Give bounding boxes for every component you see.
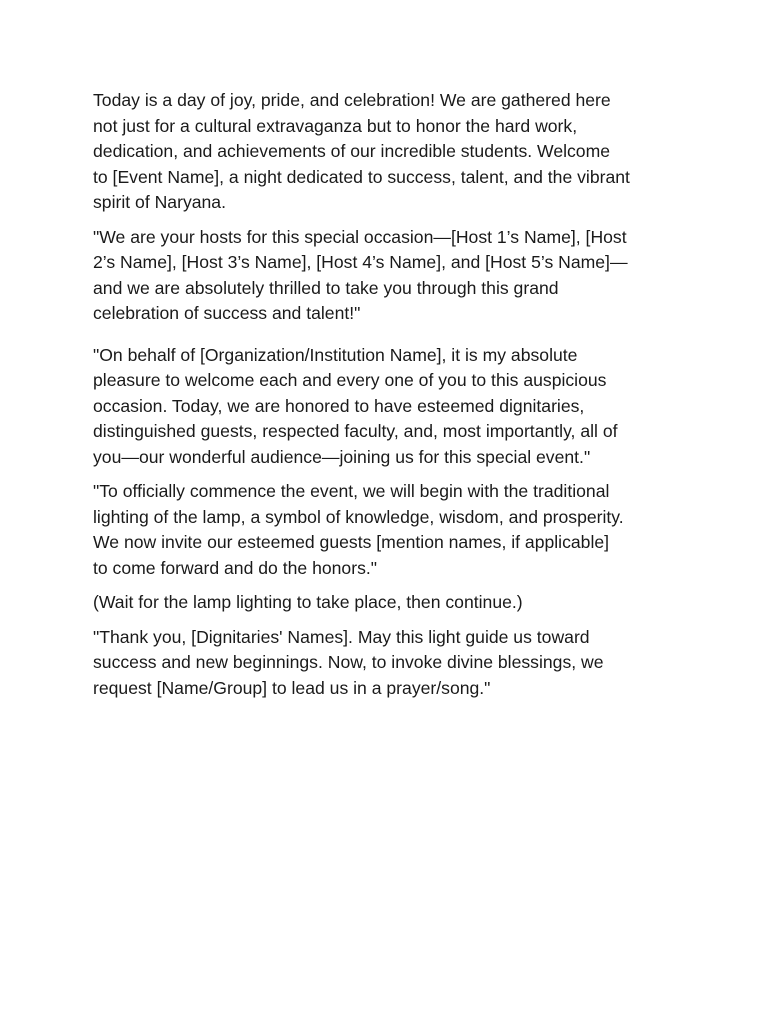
text-line: success and new beginnings. Now, to invoke divine blessings, we bbox=[93, 652, 604, 672]
text-line: lighting of the lamp, a symbol of knowledge, wisdom, and prosperity. bbox=[93, 506, 624, 527]
text-line: Today is a day of joy, pride, and celebration! We are gathered here bbox=[93, 90, 611, 110]
text-line: "On behalf of [Organization/Institution Name], it is my absolute bbox=[93, 344, 578, 365]
text-line: and we are absolutely thrilled to take you through this grand bbox=[93, 277, 559, 298]
paragraph-hosts bbox=[93, 225, 678, 327]
paragraph-organization-welcome bbox=[93, 343, 678, 471]
text-line: "We are your hosts for this special occasion—[Host 1’s Name], [Host bbox=[93, 226, 627, 247]
text-line: to come forward and do the honors." bbox=[93, 557, 377, 578]
paragraph-prayer bbox=[93, 625, 678, 702]
paragraph-welcome bbox=[93, 88, 678, 216]
text-line: "Thank you, [Dignitaries' Names]. May this light guide us toward bbox=[93, 626, 590, 647]
document-body bbox=[93, 88, 678, 710]
paragraph-stage-direction bbox=[93, 590, 678, 616]
text-line: We now invite our esteemed guests [mention names, if applicable] bbox=[93, 532, 610, 552]
text-line: to [Event Name], a night dedicated to success, talent, and the vibrant bbox=[93, 166, 630, 187]
text-line: not just for a cultural extravaganza but to honor the hard work, bbox=[93, 115, 578, 136]
text-line: pleasure to welcome each and every one of you to this auspicious bbox=[93, 370, 607, 390]
paragraph-lamp-lighting bbox=[93, 479, 678, 581]
text-line: "To officially commence the event, we will begin with the traditional bbox=[93, 481, 610, 501]
text-line: spirit of Naryana. bbox=[93, 192, 226, 212]
text-line: dedication, and achievements of our incredible students. Welcome bbox=[93, 141, 611, 161]
text-line: you—our wonderful audience—joining us for this special event." bbox=[93, 446, 591, 467]
text-line: occasion. Today, we are honored to have esteemed dignitaries, bbox=[93, 395, 585, 416]
text-line: request [Name/Group] to lead us in a prayer/song." bbox=[93, 677, 491, 698]
text-line: celebration of success and talent!" bbox=[93, 303, 361, 323]
text-line: distinguished guests, respected faculty, and, most importantly, all of bbox=[93, 421, 618, 441]
text-line: (Wait for the lamp lighting to take place, then continue.) bbox=[93, 592, 523, 612]
text-line: 2’s Name], [Host 3’s Name], [Host 4’s Name], and [Host 5’s Name]— bbox=[93, 252, 628, 272]
